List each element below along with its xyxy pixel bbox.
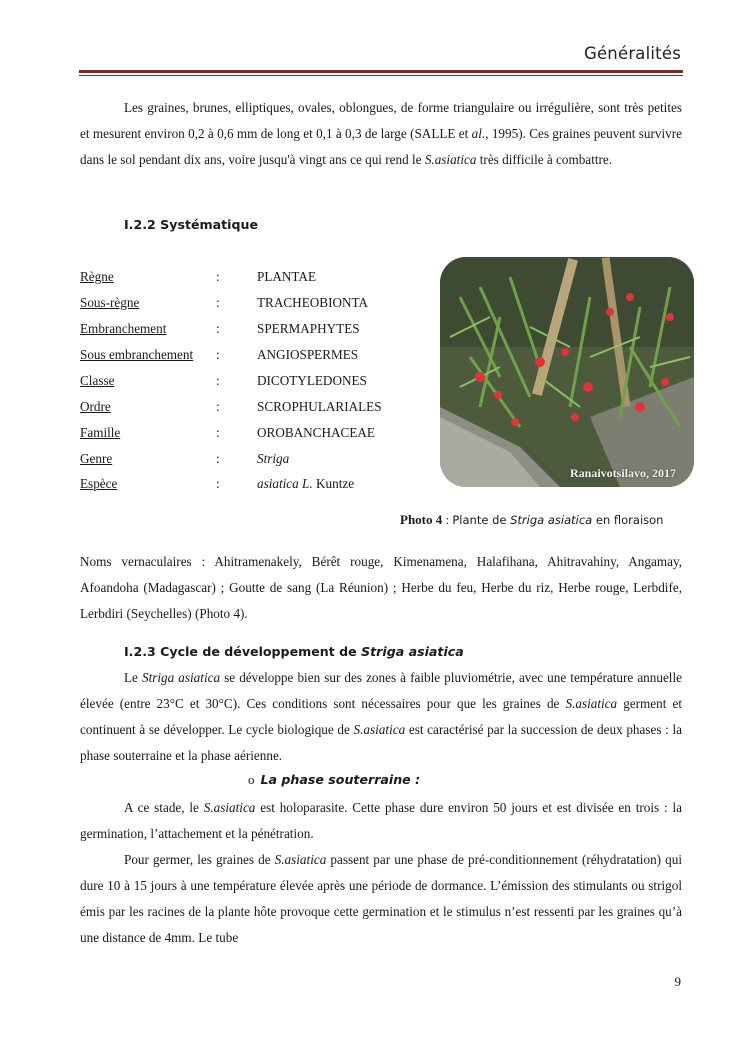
- bullet-text: La phase souterraine :: [260, 772, 421, 787]
- taxonomy-row: [80, 295, 420, 315]
- germination-paragraph: Pour germer, les graines de S.asiatica passent par une phase de pré-conditionnement (réhydratation) qui dure 10 à 15 jours à une température élevée après une période de dormance. L’émission des stimulants ou strigol émis par les racines de la plante hôte provoque cette germination et le stimulus n’est ressenti par les graines qu’à une distance de 4mm. Le tube: [80, 852, 682, 945]
- taxonomy-label: Classe: [80, 373, 115, 388]
- page-number: 9: [674, 974, 681, 989]
- taxonomy-row: [80, 451, 420, 471]
- stade-paragraph: A ce stade, le S.asiatica est holoparasite. Cette phase dure environ 50 jours et est divisée en trois : la germination, l’attachement et la pénétration.: [80, 800, 683, 841]
- taxonomy-value: OROBANCHACEAE: [257, 425, 375, 440]
- section-heading-cycle: I.2.3 Cycle de développement de Striga asiatica: [124, 644, 464, 659]
- striga-plant-image: [440, 257, 694, 487]
- taxonomy-value: PLANTAE: [257, 269, 317, 284]
- photo-credit: Ranaivotsilavo, 2017: [569, 466, 676, 480]
- page-header-title: Généralités: [583, 44, 681, 63]
- taxonomy-label: Sous embranchement: [80, 347, 194, 362]
- taxonomy-row: [80, 269, 420, 289]
- taxonomy-colon: :: [216, 399, 220, 414]
- taxonomy-label: Sous-règne: [80, 295, 140, 310]
- header-rule-thick: [79, 70, 683, 73]
- taxonomy-label: Ordre: [80, 399, 111, 414]
- vernacular-names-paragraph: Noms vernaculaires : Ahitramenakely, Bérêt rouge, Kimenamena, Halafihana, Ahitravahiny, Angamay, Afoandoha (Madagascar) ; Goutte de sang (La Réunion) ; Herbe du feu, Herbe du riz, Herbe rouge, Lerbdife, Lerbdiri (Seychelles) (Photo 4).: [80, 554, 682, 621]
- taxonomy-label: Embranchement: [80, 321, 167, 336]
- taxonomy-value: SPERMAPHYTES: [257, 321, 360, 336]
- taxonomy-row: [80, 347, 420, 367]
- taxonomy-label: Règne: [80, 269, 114, 284]
- taxonomy-row: [80, 425, 420, 445]
- taxonomy-value: DICOTYLEDONES: [257, 373, 367, 388]
- taxonomy-row-espece: [80, 476, 420, 496]
- taxonomy-value: SCROPHULARIALES: [257, 399, 382, 414]
- section-heading-systematique: I.2.2 Systématique: [124, 217, 258, 232]
- taxonomy-label: Famille: [80, 425, 121, 440]
- taxonomy-value: asiatica L. Kuntze: [257, 476, 355, 491]
- taxonomy-row: [80, 321, 420, 341]
- taxonomy-label: Genre: [80, 451, 113, 466]
- taxonomy-colon: :: [216, 476, 220, 491]
- taxonomy-colon: :: [216, 451, 220, 466]
- taxonomy-value: Striga: [257, 451, 290, 466]
- taxonomy-colon: :: [216, 269, 220, 284]
- taxonomy-colon: :: [216, 321, 220, 336]
- taxonomy-colon: :: [216, 373, 220, 388]
- taxonomy-row: [80, 373, 420, 393]
- taxonomy-value: ANGIOSPERMES: [257, 347, 359, 362]
- striga-photo: [440, 257, 694, 487]
- taxonomy-colon: :: [216, 295, 220, 310]
- cycle-paragraph: Le Striga asiatica se développe bien sur des zones à faible pluviométrie, avec une température annuelle élevée (entre 23°C et 30°C). Ces conditions sont nécessaires pour que les graines de S.asiatica germent et continuent à se développer. Le cycle biologique de S.asiatica est caractérisé par la succession de deux phases : la phase souterraine et la phase aérienne.: [80, 670, 682, 763]
- taxonomy-colon: :: [216, 347, 220, 362]
- intro-paragraph: Les graines, brunes, elliptiques, ovales, oblongues, de forme triangulaire ou irrégulière, sont très petites et mesurent environ 0,2 à 0,6 mm de long et 0,1 à 0,3 de large (SALLE et al., 1995). Ces graines peuvent survivre dans le sol pendant dix ans, voire jusqu'à vingt ans ce qui rend le S.asiatica très difficile à combattre.: [80, 100, 682, 167]
- header-rule-thin: [79, 75, 683, 76]
- bullet-symbol: o: [248, 772, 255, 787]
- taxonomy-label: Espèce: [80, 476, 118, 491]
- taxonomy-row: [80, 399, 420, 419]
- bullet-phase-souterraine: [248, 772, 420, 788]
- taxonomy-value: TRACHEOBIONTA: [257, 295, 369, 310]
- taxonomy-colon: :: [216, 425, 220, 440]
- photo-caption: Photo 4 : Plante de Striga asiatica en floraison: [400, 512, 664, 527]
